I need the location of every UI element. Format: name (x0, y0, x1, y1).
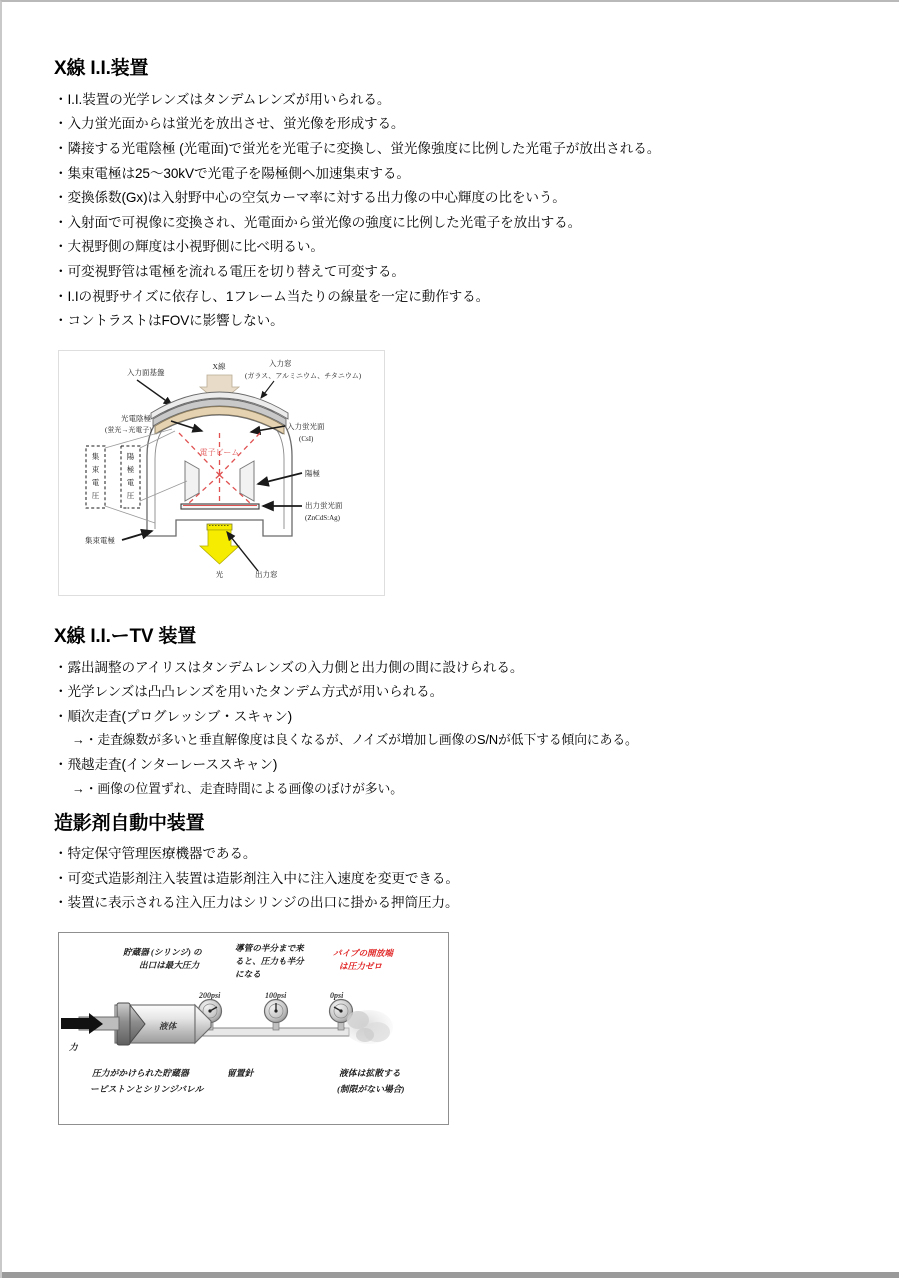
list-item: ・入射面で可視像に変換され、光電面から蛍光像の強度に比例した光電子を放出する。 (54, 214, 582, 230)
list-item: ・変換係数(Gx)は入射野中心の空気カーマ率に対する出力像の中心輝度の比をいう。 (54, 190, 566, 206)
bullet-list-xray-ii (54, 93, 854, 328)
figure-image-intensifier-tube (58, 350, 385, 596)
list-item-sub: →・走査線数が多いと垂直解像度は良くなるが、ノイズが増加し画像のS/Nが低下する傾向にある。 (72, 732, 638, 748)
label-input-window: 入力窓 (269, 358, 292, 368)
document-content (54, 58, 854, 1125)
label-input-substrate: 入力面基盤 (127, 367, 165, 377)
list-item: ・露出調整のアイリスはタンデムレンズの入力側と出力側の間に設けられる。 (54, 659, 524, 675)
annotation-reservoir-line2: 出口は最大圧力 (139, 960, 200, 971)
gauge-label-100psi: 100psi (265, 991, 287, 1001)
list-item: ・順次走査(プログレッシブ・スキャン) (54, 708, 293, 724)
caption-diffuse-line2: (制限がない場合) (337, 1084, 405, 1095)
gauge-label-200psi: 200psi (199, 991, 221, 1001)
annotation-half-line2: ると、圧力も半分 (235, 956, 304, 967)
list-item: ・コントラストはFOVに影響しない。 (54, 313, 284, 329)
label-anode: 陽極 (305, 468, 320, 478)
svg-text:圧: 圧 (91, 490, 100, 500)
fluid-spray-icon (345, 1010, 393, 1044)
injector-pressure-diagram (59, 933, 448, 1124)
page-bottom-bar (2, 1272, 899, 1278)
list-item: ・I.Iの視野サイズに依存し、1フレーム当たりの線量を一定に動作する。 (54, 288, 490, 304)
annotation-reservoir-line1: 貯蔵器 (シリンジ) の (123, 947, 202, 958)
list-item: ・大視野側の輝度は小視野側に比べ明るい。 (54, 239, 324, 255)
caption-reservoir-line1: 圧力がかけられた貯蔵器 (92, 1068, 189, 1079)
caption-needle: 留置針 (227, 1068, 254, 1079)
svg-text:電: 電 (126, 477, 135, 487)
svg-text:極: 極 (126, 464, 135, 474)
list-item: ・光学レンズは凸凸レンズを用いたタンデム方式が用いられる。 (54, 684, 444, 700)
label-input-phosphor: 入力蛍光面 (287, 421, 325, 431)
list-item: ・装置に表示される注入圧力はシリンジの出口に掛かる押筒圧力。 (54, 895, 459, 911)
label-electron-beam: 電子ビーム (199, 447, 240, 457)
label-focus-electrode: 集束電極 (85, 535, 115, 545)
label-output-window: 出力窓 (255, 569, 278, 579)
section-title-contrast-injector: 造影剤自動中装置 (54, 812, 205, 834)
svg-text:圧: 圧 (126, 490, 135, 500)
svg-text:電: 電 (91, 477, 100, 487)
label-force: 力 (69, 1042, 78, 1053)
section-title-xray-ii-tv: X線 I.I.ーTV 装置 (54, 625, 197, 647)
label-output-phosphor: 出力蛍光面 (305, 500, 343, 510)
pressure-gauge-icon (265, 1000, 288, 1023)
caption-reservoir-line2: ーピストンとシリンジバレル (90, 1084, 204, 1095)
list-item: ・隣接する光電陰極 (光電面)で蛍光を光電子に変換し、蛍光像強度に比例した光電子が放出される。 (54, 140, 661, 156)
list-item: ・特定保守管理医療機器である。 (54, 846, 257, 862)
gauge-label-0psi: 0psi (330, 991, 344, 1001)
label-input-window-materials: (ガラス、アルミニウム、チタニウム) (245, 371, 362, 380)
annotation-half-line3: になる (235, 969, 261, 980)
list-item: ・入力蛍光面からは蛍光を放出させ、蛍光像を形成する。 (54, 116, 405, 132)
ii-tube-diagram (59, 351, 384, 595)
annotation-open-end-line1: パイプの開放端 (333, 948, 393, 959)
label-photocathode: 光電陰極 (121, 413, 151, 423)
label-xray: X線 (212, 361, 226, 371)
list-item: ・可変視野管は電極を流れる電圧を切り替えて可変する。 (54, 263, 405, 279)
label-photocathode-sub: (蛍光→光電子) (105, 425, 152, 434)
list-item: ・I.I.装置の光学レンズはタンデムレンズが用いられる。 (54, 91, 391, 107)
bullet-list-xray-ii-tv (54, 661, 854, 796)
svg-text:集: 集 (91, 451, 100, 461)
list-item-sub: →・画像の位置ずれ、走査時間による画像のぼけが多い。 (72, 780, 403, 796)
annotation-open-end-line2: は圧力ゼロ (339, 961, 382, 972)
figure-contrast-injector-pressure (58, 932, 449, 1125)
list-item: ・飛越走査(インターレーススキャン) (54, 757, 278, 773)
bullet-list-contrast-injector (54, 847, 854, 910)
label-light: 光 (215, 569, 224, 579)
list-item: ・集束電極は25〜30kVで光電子を陽極側へ加速集束する。 (54, 165, 410, 181)
caption-diffuse-line1: 液体は拡散する (339, 1068, 401, 1079)
label-output-phosphor-sub: (ZnCdS:Ag) (305, 513, 340, 522)
svg-text:束: 束 (91, 464, 100, 474)
section-title-xray-ii: X線 I.I.装置 (54, 58, 149, 79)
label-input-phosphor-sub: (CsI) (299, 434, 314, 443)
list-item: ・可変式造影剤注入装置は造影剤注入中に注入速度を変更できる。 (54, 870, 459, 886)
svg-text:陽: 陽 (126, 451, 135, 461)
annotation-half-line1: 導管の半分まで来 (235, 943, 304, 954)
label-fluid: 液体 (159, 1021, 177, 1032)
